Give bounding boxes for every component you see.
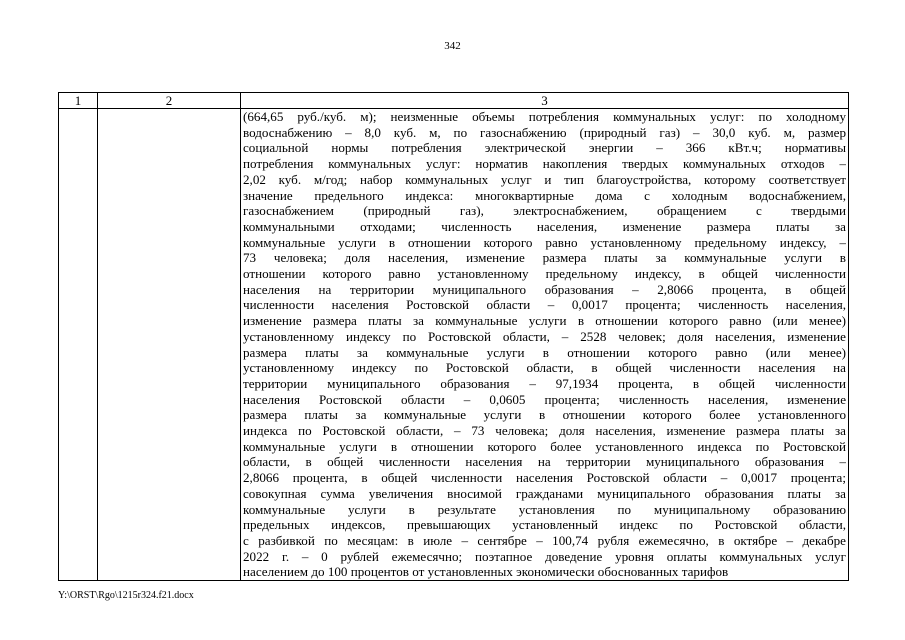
text-line: установленному индексу по Ростовской области, в общей численности населения на xyxy=(243,360,846,376)
text-line: установленному индексу по Ростовской области, – 2528 человек; доля населения, изменение xyxy=(243,328,846,344)
text-line: области, в общей численности населения на территории муниципального образования – xyxy=(243,454,846,470)
column-header-2: 2 xyxy=(98,93,241,109)
column-header-1: 1 xyxy=(59,93,98,109)
column-2-cell xyxy=(98,109,241,581)
text-line: коммунальные услуги в отношении которого равно установленному предельному индексу, – xyxy=(243,234,846,250)
text-line: 2,02 куб. м/год; набор коммунальных услуг и тип благоустройства, которому соответствует xyxy=(243,171,846,187)
column-1-cell xyxy=(59,109,98,581)
page-number: 342 xyxy=(444,40,461,52)
table-body-row xyxy=(59,109,849,581)
text-line: (664,65 руб./куб. м); неизменные объемы потребления коммунальных услуг: по холодному xyxy=(243,109,846,124)
text-line: водоснабжению – 8,0 куб. м, по газоснабжению (природный газ) – 30,0 куб. м, размер xyxy=(243,124,846,140)
text-line: с разбивкой по месяцам: в июле – сентябре – 100,74 рубля ежемесячно, в октябре – декабре xyxy=(243,532,846,548)
text-line: коммунальные услуги в отношении которого более установленного индекса по Ростовской xyxy=(243,438,846,454)
text-line: предельных индексов, превышающих установленный индекс по Ростовской области, xyxy=(243,517,846,533)
text-line: размера платы за коммунальные услуги в отношении которого равно (или менее) xyxy=(243,344,846,360)
text-line: территории муниципального образования – 97,1934 процента, в общей численности xyxy=(243,375,846,391)
text-line: индекса по Ростовской области, – 73 человека; доля населения, изменение размера платы за xyxy=(243,423,846,439)
text-line: изменение размера платы за коммунальные услуги в отношении которого равно (или менее) xyxy=(243,313,846,329)
document-table xyxy=(58,92,849,581)
text-line: населения Ростовской области – 0,0605 процента; численность населения, изменение xyxy=(243,391,846,407)
column-3-text-cell xyxy=(241,109,849,581)
text-line: социальной нормы потребления электрической энергии – 366 кВт.ч; нормативы xyxy=(243,140,846,156)
text-line: численности населения Ростовской области – 0,0017 процента; численность населения, xyxy=(243,297,846,313)
text-line: населением до 100 процентов от установленных экономически обоснованных тарифов xyxy=(243,564,729,580)
text-line: потребления коммунальных услуг: норматив накопления твердых коммунальных отходов – xyxy=(243,156,846,172)
column-3-paragraph xyxy=(243,109,846,580)
text-line: коммунальные услуги в результате установления по муниципальному образованию xyxy=(243,501,846,517)
text-line: 73 человека; доля населения, изменение размера платы за коммунальные услуги в xyxy=(243,250,846,266)
footer-file-path: Y:\ORST\Rgo\1215r324.f21.docx xyxy=(58,590,194,601)
text-line: газоснабжением (природный газ), электроснабжением, обращением с твердыми xyxy=(243,203,846,219)
text-line: отношении которого равно установленному предельному индексу, в общей численности xyxy=(243,266,846,282)
table-header-row xyxy=(59,93,849,109)
text-line: размера платы за коммунальные услуги в отношении которого более установленного xyxy=(243,407,846,423)
text-line: 2022 г. – 0 рублей ежемесячно; поэтапное доведение уровня оплаты коммунальных услуг xyxy=(243,548,846,564)
text-line: населения на территории муниципального образования – 2,8066 процента, в общей xyxy=(243,281,846,297)
column-header-3: 3 xyxy=(241,93,849,109)
text-line: совокупная сумма увеличения вносимой гражданами муниципального образования платы за xyxy=(243,485,846,501)
text-line: значение предельного индекса: многоквартирные дома с холодным водоснабжением, xyxy=(243,187,846,203)
text-line: 2,8066 процента, в общей численности населения Ростовской области – 0,0017 процента; xyxy=(243,470,846,486)
text-line: коммунальными отходами; численность населения, изменение размера платы за xyxy=(243,218,846,234)
